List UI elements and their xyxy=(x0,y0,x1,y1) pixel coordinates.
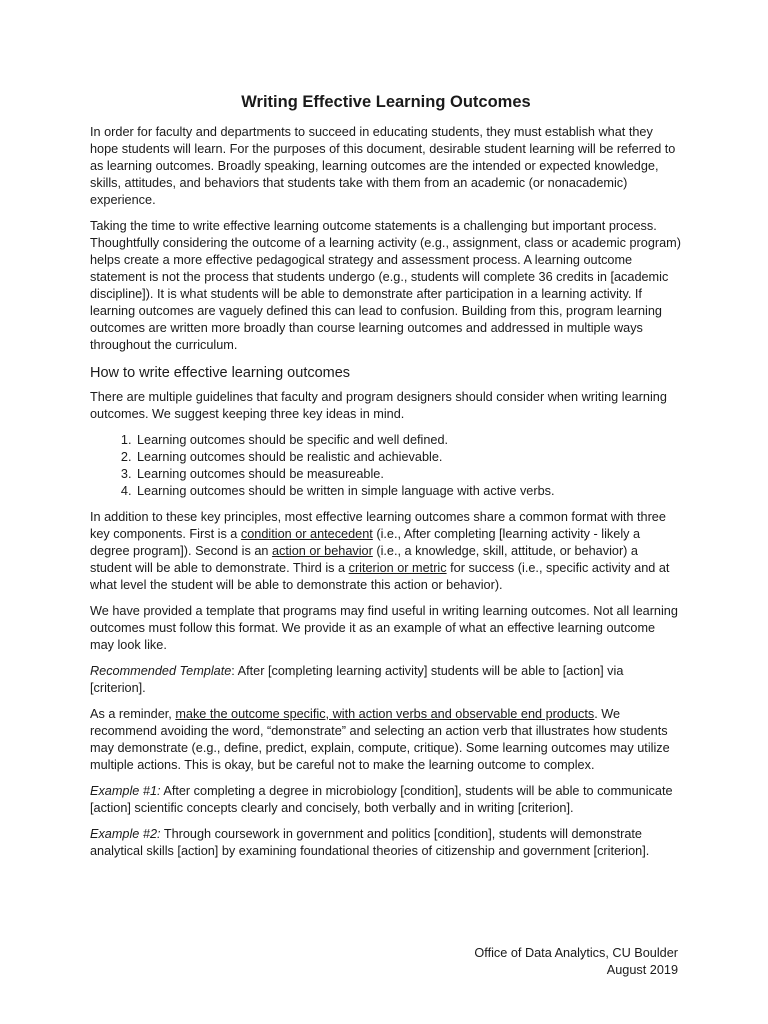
footer-date: August 2019 xyxy=(606,963,678,977)
list-item: 3. Learning outcomes should be measureable. xyxy=(135,466,682,483)
criterion-term: criterion or metric xyxy=(348,561,447,575)
text-run: (i.e., a knowledge, skill, attitude, or behavior) a student will be able to demonstrate. Third is a xyxy=(90,544,638,575)
importance-paragraph: Taking the time to write effective learning outcome statements is a challenging but important process. Thoughtfully considering the outcome of a learning activity (e.g., assignment, class or academic program) helps create a more effective pedagogical strategy and assessment process. A learning outcome statement is not the process that students undergo (e.g., students will complete 36 credits in [academic discipline]). It is what students will be able to demonstrate after participation in a learning activity. If learning outcomes are vaguely defined this can lead to confusion. Building from this, program learning outcomes are written more broadly than course learning outcomes and addressed in multiple ways throughout the curriculum. xyxy=(90,219,681,352)
recommended-template xyxy=(90,663,682,697)
intro-paragraph: In order for faculty and departments to succeed in educating students, they must establish what they hope students will learn. For the purposes of this document, desirable student learning will be referred to as learning outcomes. Broadly speaking, learning outcomes are the intended or expected knowledge, skills, attitudes, and behaviors that students take with them from an academic (or nonacademic) experience. xyxy=(90,125,676,207)
document-body xyxy=(90,124,682,869)
text-run: In addition to these key principles, most effective learning outcomes share a common format with three key components. First is a xyxy=(90,510,666,541)
section-heading: How to write effective learning outcomes xyxy=(90,365,351,381)
example-label: Example #2: xyxy=(90,827,161,841)
template-intro-paragraph: We have provided a template that programs may find useful in writing learning outcomes. Not all learning outcomes must follow this format. We provide it as an example of what an effective learning outcome may look like. xyxy=(90,604,678,652)
condition-term: condition or antecedent xyxy=(240,527,373,541)
example-1 xyxy=(90,783,682,817)
list-item: 4. Learning outcomes should be written in simple language with active verbs. xyxy=(135,483,682,500)
text-run: . We recommend avoiding the word, “demonstrate” and selecting an action verb that illustrates how students may demonstrate (e.g., define, predict, explain, compute, critique). Some learning outcomes may utilize multiple actions. This is okay, but be careful not to make the learning outcome to complex. xyxy=(90,707,670,772)
list-item: 1. Learning outcomes should be specific and well defined. xyxy=(135,432,682,449)
text-run: As a reminder, xyxy=(90,707,176,721)
document-footer xyxy=(474,945,678,979)
example-2 xyxy=(90,826,682,860)
text-run: (i.e., After completing [learning activity - likely a degree program]). Second is an xyxy=(90,527,641,558)
reminder-emphasis: make the outcome specific, with action verbs and observable end products xyxy=(175,707,595,721)
document-title: Writing Effective Learning Outcomes xyxy=(241,93,531,111)
action-term: action or behavior xyxy=(271,544,373,558)
guidelines-paragraph: There are multiple guidelines that faculty and program designers should consider when writing learning outcomes. We suggest keeping three key ideas in mind. xyxy=(90,390,667,421)
text-run: for success (i.e., specific activity and at what level the student will be able to demonstrate this action or behavior). xyxy=(90,561,670,592)
reminder-paragraph xyxy=(90,706,682,774)
template-text: : After [completing learning activity] students will be able to [action] via [criterion]. xyxy=(90,664,624,695)
example-text: After completing a degree in microbiology [condition], students will be able to communicate [action] scientific concepts clearly and concisely, both verbally and in writing [criterion]. xyxy=(90,784,673,815)
example-label: Example #1: xyxy=(90,784,161,798)
document-page xyxy=(90,0,682,1024)
template-label: Recommended Template xyxy=(90,664,232,678)
footer-office: Office of Data Analytics, CU Boulder xyxy=(474,946,678,960)
example-text: Through coursework in government and politics [condition], students will demonstrate analytical skills [action] by examining foundational theories of citizenship and government [criterion]. xyxy=(90,827,650,858)
components-paragraph xyxy=(90,509,682,594)
list-item: 2. Learning outcomes should be realistic and achievable. xyxy=(135,449,682,466)
key-ideas-list xyxy=(90,432,682,500)
